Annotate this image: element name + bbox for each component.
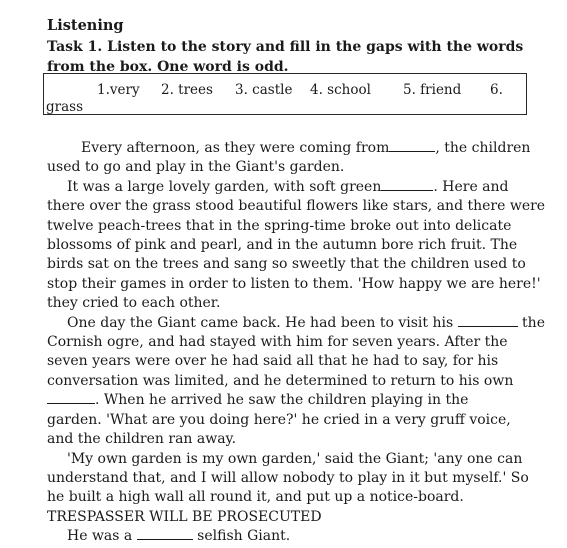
story-line: used to go and play in the Giant's garden. xyxy=(47,159,345,176)
story-line: 'My own garden is my own garden,' said the Giant; 'any one can xyxy=(67,450,523,467)
story-line: there over the grass stood beautiful flowers like stars, and there were xyxy=(47,198,546,215)
story-line: twelve peach-trees that in the spring-time broke out into delicate xyxy=(47,217,512,234)
word-option-grass: grass xyxy=(46,99,83,115)
word-box xyxy=(43,73,527,115)
story-line: they cried to each other. xyxy=(47,295,221,312)
task-instructions: Task 1. Listen to the story and fill in the gaps with the words from the box. One word is odd. xyxy=(47,39,524,75)
story-line: he built a high wall all round it, and put up a notice-board. xyxy=(47,489,464,506)
story-line: garden. 'What are you doing here?' he cried in a very gruff voice, xyxy=(47,411,511,428)
story-line: Every afternoon, as they were coming from , the children xyxy=(81,140,531,156)
word-option-friend: 5. friend xyxy=(403,82,462,98)
story-line: One day the Giant came back. He had been to visit his the xyxy=(67,314,545,331)
story-line: He was a selfish Giant. xyxy=(67,528,291,545)
word-option-6-number: 6. xyxy=(490,82,503,98)
word-option-castle: 3. castle xyxy=(235,82,293,98)
word-option-very: 1.very xyxy=(97,82,140,98)
story-line: and the children ran away. xyxy=(47,431,237,448)
answer-gap-2[interactable] xyxy=(381,178,433,191)
story-line: birds sat on the trees and sang so sweetly that the children used to xyxy=(47,256,526,273)
answer-gap-5[interactable] xyxy=(137,527,193,540)
story-line: understand that, and I will allow nobody to play in it but myself.' So xyxy=(47,469,529,486)
story-text xyxy=(47,139,546,547)
word-option-school: 4. school xyxy=(310,82,371,98)
story-line: Cornish ogre, and had stayed with him for seven years. After the xyxy=(47,334,508,351)
story-line: It was a large lovely garden, with soft green . Here and xyxy=(67,178,509,195)
answer-gap-4[interactable] xyxy=(47,391,95,404)
section-heading: Listening xyxy=(47,17,124,34)
story-line: conversation was limited, and he determined to return to his own xyxy=(47,372,514,389)
story-line: stop their games in order to listen to them. 'How happy we are here!' xyxy=(47,275,541,292)
notice-board-text: TRESPASSER WILL BE PROSECUTED xyxy=(47,508,322,525)
answer-gap-1[interactable] xyxy=(389,139,435,152)
word-option-trees: 2. trees xyxy=(161,82,213,98)
answer-gap-3[interactable] xyxy=(458,314,518,327)
story-line: blossoms of pink and pearl, and in the autumn bore rich fruit. The xyxy=(47,237,518,254)
story-line: . When he arrived he saw the children playing in the xyxy=(47,391,527,410)
story-line: seven years were over he had said all that he had to say, for his xyxy=(47,353,499,370)
